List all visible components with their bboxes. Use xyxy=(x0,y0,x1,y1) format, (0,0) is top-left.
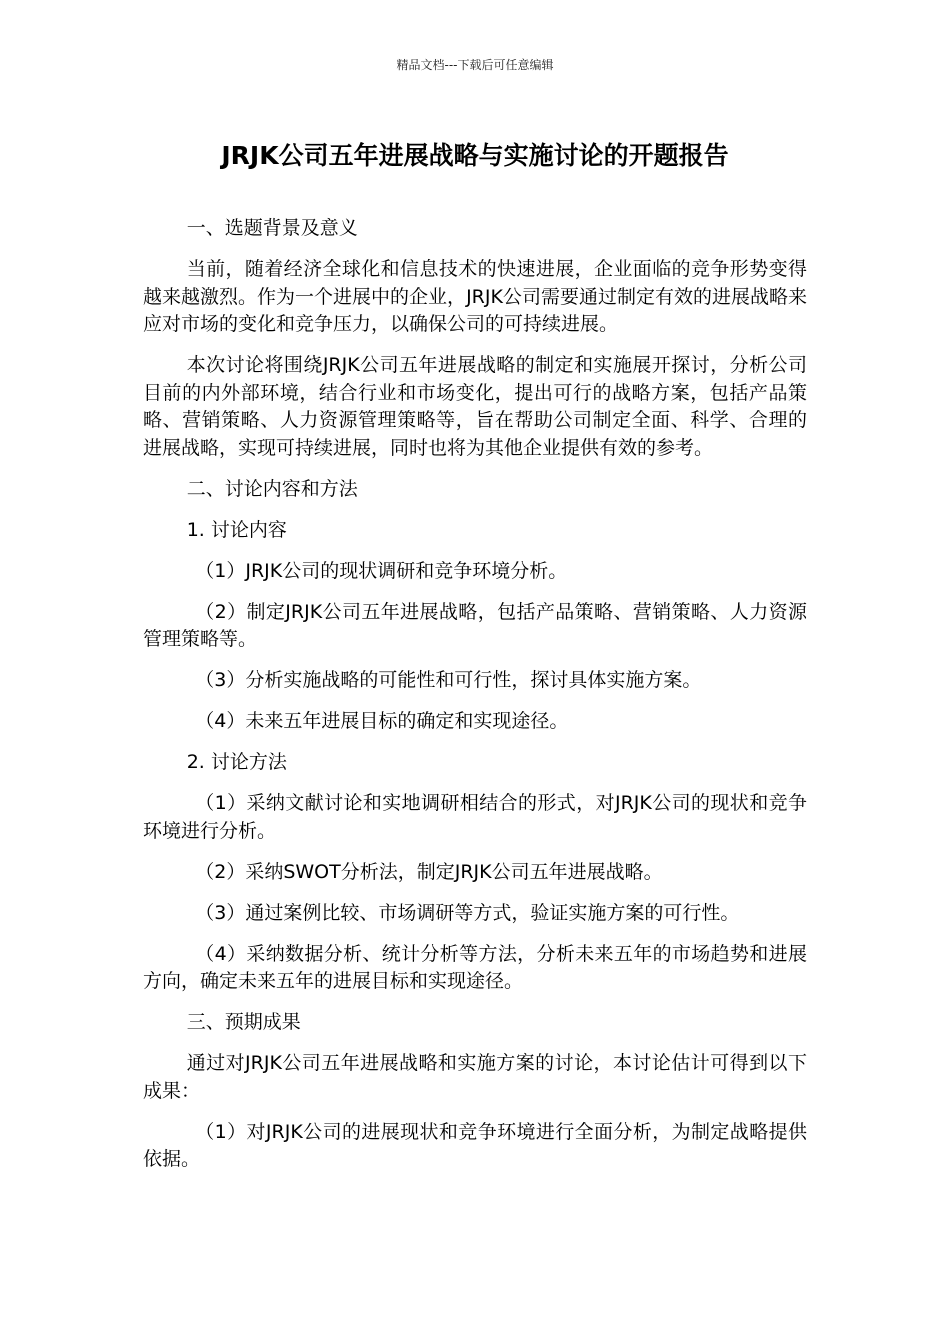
list-item: （3）通过案例比较、市场调研等方式，验证实施方案的可行性。 xyxy=(195,901,740,924)
section-heading-expected-results: 三、预期成果 xyxy=(186,1011,301,1033)
list-item: （2）采纳SWOT分析法，制定JRJK公司五年进展战略。 xyxy=(195,860,663,883)
list-item: （2）制定JRJK公司五年进展战略，包括产品策略、营销策略、人力资源管理策略等。 xyxy=(143,600,807,650)
list-item: （1）对JRJK公司的进展现状和竞争环境进行全面分析，为制定战略提供依据。 xyxy=(143,1120,807,1170)
list-item: （1）采纳文献讨论和实地调研相结合的形式，对JRJK公司的现状和竞争环境进行分析。 xyxy=(143,792,807,842)
document-body xyxy=(143,215,807,1187)
section-heading-content-methods: 二、讨论内容和方法 xyxy=(186,477,358,500)
paragraph-expected-results: 通过对JRJK公司五年进展战略和实施方案的讨论，本讨论估计可得到以下成果： xyxy=(143,1052,807,1102)
subheading-research-content: 1. 讨论内容 xyxy=(186,518,287,541)
paragraph-background: 当前，随着经济全球化和信息技术的快速进展，企业面临的竞争形势变得越来越激烈。作为一个进展中的企业，JRJK公司需要通过制定有效的进展战略来应对市场的变化和竞争压力，以确保公司的可持续进展。 xyxy=(143,258,807,335)
paragraph-research-scope: 本次讨论将围绕JRJK公司五年进展战略的制定和实施展开探讨，分析公司目前的内外部环境，结合行业和市场变化，提出可行的战略方案，包括产品策略、营销策略、人力资源管理策略等，旨在帮助公司制定全面、科学、合理的进展战略，实现可持续进展，同时也将为其他企业提供有效的参考。 xyxy=(143,354,807,459)
subheading-research-methods: 2. 讨论方法 xyxy=(186,751,287,773)
list-item: （1）JRJK公司的现状调研和竞争环境分析。 xyxy=(195,559,568,582)
list-item: （3）分析实施战略的可能性和可行性，探讨具体实施方案。 xyxy=(195,669,702,691)
list-item: （4）采纳数据分析、统计分析等方法，分析未来五年的市场趋势和进展方向，确定未来五年的进展目标和实现途径。 xyxy=(143,942,807,992)
document-title: JRJK公司五年进展战略与实施讨论的开题报告 xyxy=(221,141,729,170)
header-note: 精品文档---下载后可任意编辑 xyxy=(396,58,554,72)
section-heading-background: 一、选题背景及意义 xyxy=(186,217,358,239)
list-item: （4）未来五年进展目标的确定和实现途径。 xyxy=(195,710,569,732)
